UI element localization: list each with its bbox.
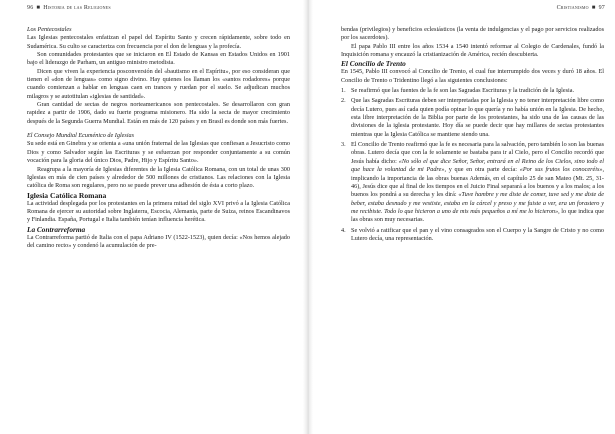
- right-page-body: [341, 26, 604, 243]
- list-item: [341, 97, 604, 139]
- list-number: 3.: [341, 141, 346, 149]
- list-number: 4.: [341, 226, 346, 234]
- list-item: [341, 87, 604, 95]
- biblical-quote: «Tuve hambre y me diste de comer, tuve sed y me diste de beber, estaba desnudo y me vestiste, estaba en la cárcel y preso y me fuiste a ver, era un forastero y me recibiste. Todo lo que hicieron a uno de mis más pequeños a mí me lo hicieron»: [351, 191, 604, 215]
- text-run: , lo que indica que las obras son muy necesarias.: [351, 207, 604, 224]
- paragraph: La actividad desplegada por los protestantes en la primera mitad del siglo XVI privó a la Iglesia Católica Romana de ejercer su autoridad sobre Inglaterra, Escocia, Alemania, parte de Suiza, reinos Escandinavos y Finlandia. España, Portugal e Italia también tenían influencia herética.: [27, 199, 290, 224]
- list-item-text: Que las Sagradas Escrituras deben ser interpretadas por la Iglesia y no tener interpretación libre como decía Lutero, pues así cada quien podía opinar lo que quería y no había unión en la Iglesia. De hecho, esta libre interpretación de la Biblia por parte de los protestantes, ha sido una de las causas de las divisiones de la iglesia protestante. Hoy día se puede decir que hay millares de sectas protestantes mientras que la Iglesia Católica se mantiene siendo una.: [351, 97, 604, 138]
- bullet-icon: ■: [591, 5, 596, 11]
- right-page: [310, 0, 615, 434]
- paragraph: bendas (privilegios) y beneficios eclesiásticos (la venta de indulgencias y el pago por servicios realizados por los sacerdotes).: [341, 26, 604, 42]
- paragraph: Gran cantidad de sectas de negros norteamericanos son pentecostales. Se desarrollaron con gran rapidez a partir de 1906, dado su fuerte programa misionero. Ha sido la secta de mayor crecimiento después de la Segunda Guerra Mundial. Están en más de 120 países y en Brasil es donde son más fuertes.: [27, 101, 290, 125]
- conclusions-list: [341, 87, 604, 243]
- paragraph: Su sede está en Ginebra y se orienta a «una unión fraternal de las Iglesias que confiesan a Jesucristo como Dios y como Salvador según las Escrituras y se esfuerzan por responder conjuntamente a su común vocación para la gloria del único Dios, Padre, Hijo y Espíritu Santo».: [27, 140, 290, 165]
- left-page-number: 96: [27, 5, 34, 11]
- left-page-body: [27, 26, 290, 250]
- paragraph: El papa Pablo III entre los años 1534 a 1540 intentó reformar al Colegio de Cardenales, fundó la Inquisición romana y encauzó la cristianización de América, recién descubierta.: [341, 42, 604, 59]
- paragraph: Reagrupa a la mayoría de Iglesias diferentes de la Iglesia Católica Romana, con un total de unas 300 Iglesias en más de cien países y alrededor de 500 millones de cristianos. Las relaciones con la Iglesia católica de Roma son regulares, pero no se puede prever una adhesión de ésta a corto plazo.: [27, 165, 290, 190]
- section-heading-iglesia-catolica: Iglesia Católica Romana: [27, 190, 107, 200]
- section-heading-contrarreforma: La Contrarreforma: [27, 224, 86, 234]
- list-item: [341, 141, 604, 224]
- biblical-quote: «No sólo el que dice Señor, Señor, entrará en el Reino de los Cielos, sino todo el que hace la voluntad de mi Padre»: [351, 157, 604, 174]
- list-number: 1.: [341, 87, 346, 95]
- section-heading-consejo: El Consejo Mundial Ecuménico de Iglesias: [27, 132, 135, 140]
- list-item-text: [351, 141, 604, 223]
- right-page-number: 97: [598, 5, 605, 11]
- text-run: , y que en otra parte decía:: [444, 166, 520, 174]
- biblical-quote: «Por sus frutos los conoceréis»: [519, 166, 603, 174]
- paragraph: La Contrarreforma partió de Italia con el papa Adriano IV (1522-1523), quien decía: «Nos hemos alejado del camino recto» y condenó la acumulación de pre-: [27, 233, 290, 249]
- right-chapter-title: Cristianismo: [556, 5, 589, 11]
- section-heading-concilio-trento: El Concilio de Trento: [341, 59, 406, 69]
- right-running-head: [557, 5, 605, 11]
- text-run: El Concilio de Trento reafirmó que la fe es necesaria para la salvación, pero también lo son las buenas obras. Lutero decía que con la fe solamente se bastaba para ir al Cielo, pero el Concilio recordó que Jesús había dicho:: [351, 141, 604, 165]
- list-number: 2.: [341, 97, 346, 105]
- section-heading-pentecostales: Los Pentecostales: [27, 26, 72, 33]
- paragraph: Son comunidades protestantes que se iniciaron en El Estado de Kansas en Estados Unidos en 1901 bajo el liderazgo de Parham, un antiguo ministro metodista.: [27, 51, 290, 67]
- left-running-head: [27, 5, 111, 11]
- left-book-title: Historia de las Religiones: [43, 5, 111, 11]
- paragraph: En 1545, Pablo III convocó al Concilio de Trento, el cual fue interrumpido dos veces y duró 18 años. El Concilio de Trento o Tridentino llegó a las siguientes conclusiones:: [341, 68, 604, 84]
- list-item-text: Se volvió a ratificar que el pan y el vino consagrados son el Cuerpo y la Sangre de Cristo y no como Lutero decía, una representación.: [351, 226, 604, 242]
- list-item-text: Se reafirmó que las fuentes de la fe son las Sagradas Escrituras y la tradición de la Iglesia.: [351, 87, 575, 95]
- left-page: [0, 0, 305, 434]
- list-item: [341, 227, 604, 244]
- bullet-icon: ■: [36, 5, 41, 11]
- paragraph: Dicen que viven la experiencia posconversión del «bautismo en el Espíritu», por eso consideran que tienen el «don de lenguas» como signo divino. Hay quienes los llaman los «santos rodadores» porque cuando comienzan a hablar en lenguas caen en trances y ruedan por el suelo. Se adjudican muchos milagros y se autotitulan «iglesias de santidad».: [27, 67, 290, 100]
- text-run: , implicando la importancia de las obras buenas Además, en el capítulo 25 de san Mateo (Mt. 25, 31-46), Jesús dice que al final de los tiempos en el Juicio Final separará a los buenos y a los malos; a los buenos los pondrá a su derecha y les dirá:: [351, 166, 605, 199]
- paragraph: Las Iglesias pentecostales enfatizan el papel del Espíritu Santo y crecen rápidamente, sobre todo en Sudamérica. Su culto se caracteriza con frecuencia por el don de lenguas y la profecía.: [27, 34, 290, 50]
